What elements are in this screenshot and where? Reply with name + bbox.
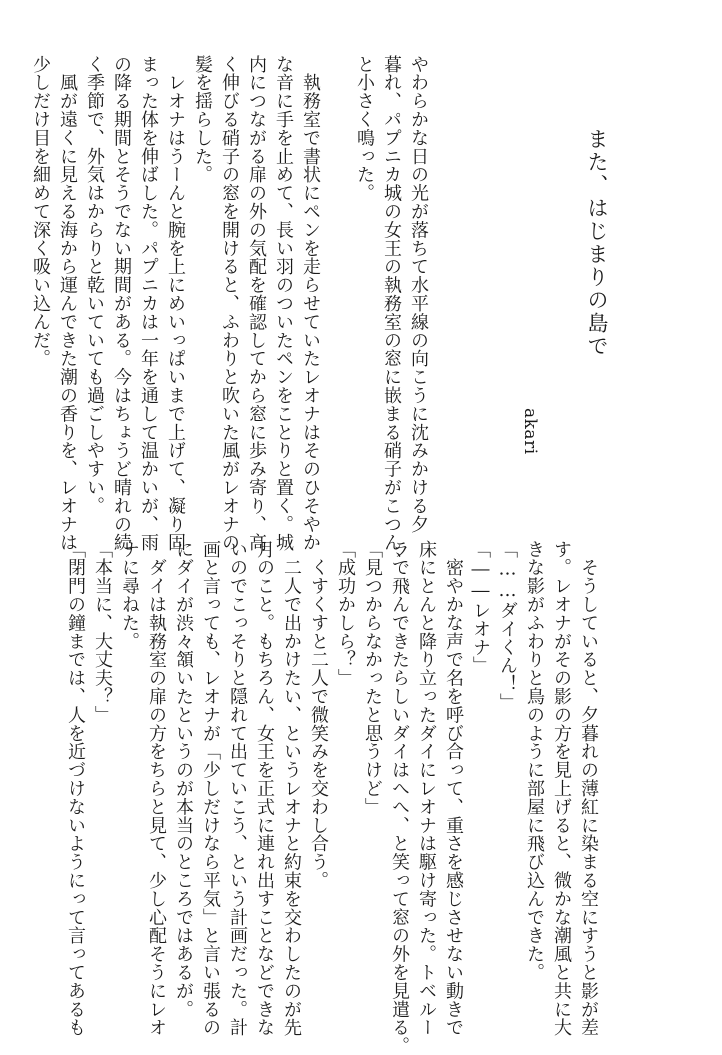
text-line: 「――レオナ」 — [470, 540, 491, 675]
text-line: く伸びる硝子の窓を開けると、ふわりと吹いた風がレオナの — [219, 55, 240, 552]
story-title: また、はじまりの島で — [585, 128, 609, 358]
text-line: くすくすと二人で微笑みを交わし合う。 — [308, 540, 329, 890]
text-line: 暮れ、パプニカ城の女王の執務室の窓に嵌まる硝子がこつん、 — [381, 55, 402, 571]
text-line: 「閉門の鐘までは、人を近づけないようにって言ってあるも — [65, 540, 86, 1037]
text-line: ダイは執務室の扉の方をちらと見て、少し心配そうにレオ — [146, 540, 167, 1037]
text-line: やわらかな日の光が落ちて水平線の向こうに沈みかける夕 — [408, 55, 429, 534]
text-line: きな影がふわりと鳥のように部屋に飛び込んできた。 — [524, 540, 545, 982]
text-line: 密やかな声で名を呼び合って、重さを感じさせない動きで — [443, 540, 464, 1037]
text-line: 執務室で書状にペンを走らせていたレオナはそのひそやか — [300, 55, 321, 552]
text-line: 「本当に、大丈夫？」 — [92, 540, 113, 724]
top-text-block — [27, 55, 432, 571]
text-line: まった体を伸ばした。パプニカは一年を通して温かいが、雨 — [138, 55, 159, 552]
text-line: 髪を揺らした。 — [192, 55, 213, 184]
text-line: 画と言っても、レオナが「少しだけなら平気」と言い張るの — [200, 540, 221, 1037]
text-line: そうしていると、夕暮れの薄紅に染まる空にすうと影が差 — [578, 540, 599, 1037]
text-line: 二人で出かけたい、というレオナと約束を交わしたのが先 — [281, 540, 302, 1037]
text-line: 内につながる扉の外の気配を確認してから窓に歩み寄り、高 — [246, 55, 267, 552]
text-line: な音に手を止めて、長い羽のついたペンをことりと置く。城 — [273, 55, 294, 552]
text-line: 「見つからなかったと思うけど」 — [362, 540, 383, 816]
text-line: ラで飛んできたらしいダイはへへ、と笑って窓の外を見遣る。 — [389, 540, 410, 1055]
text-line — [324, 55, 351, 515]
author-name: akari — [520, 408, 540, 455]
text-line: と小さく鳴った。 — [354, 55, 375, 203]
text-line: いのでこっそりと隠れて出ていこう、という計画だった。計 — [227, 540, 248, 1037]
text-line: 少しだけ目を細めて深く吸い込んだ。 — [30, 55, 51, 368]
bottom-text-block — [62, 540, 602, 1055]
text-line: 風が遠くに見える海から運んできた潮の香りを、レオナは — [57, 55, 78, 552]
text-line: ナに尋ねた。 — [119, 540, 140, 651]
text-line: す。レオナがその影の方を見上げると、微かな潮風と共に大 — [551, 540, 572, 1037]
text-line: レオナはうーんと腕を上にめいっぱいまで上げて、凝り固 — [165, 55, 186, 552]
text-line: にダイが渋々頷いたというのが本当のところではあるが。 — [173, 540, 194, 1019]
text-line: 「……ダイくん！」 — [497, 540, 518, 712]
text-line: 月のこと。もちろん、女王を正式に連れ出すことなどできな — [254, 540, 275, 1037]
text-line: 床にとんと降り立ったダイにレオナは駆け寄った。トベルー — [416, 540, 437, 1037]
text-line: 「成功かしら？」 — [335, 540, 356, 688]
text-line: く季節で、外気はからりと乾いていても過ごしやすい。 — [84, 55, 105, 515]
text-line: の降る期間とそうでない期間がある。今はちょうど晴れの続 — [111, 55, 132, 552]
